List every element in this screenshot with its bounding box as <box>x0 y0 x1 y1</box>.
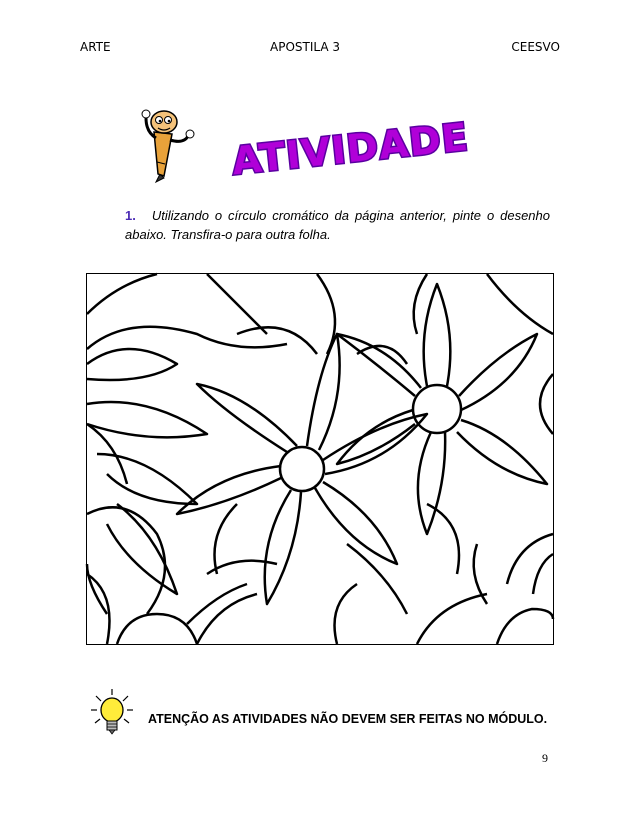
warning-notice: ATENÇÃO AS ATIVIDADES NÃO DEVEM SER FEITAS NO MÓDULO. <box>148 712 548 726</box>
page-number: 9 <box>542 751 548 765</box>
header-right: CEESVO <box>511 40 560 54</box>
page-header <box>80 40 560 56</box>
flower-coloring-drawing <box>86 273 554 645</box>
pencil-mascot-icon <box>132 92 212 182</box>
activity-title-text: ATIVIDADE <box>229 114 471 184</box>
header-left: ARTE <box>80 40 111 54</box>
instruction-text: Utilizando o círculo cromático da página anterior, pinte o desenho abaixo. Transfira-o para outra folha. <box>125 208 550 242</box>
instruction-number: 1. <box>125 208 136 223</box>
header-center: APOSTILA 3 <box>270 40 340 54</box>
instruction-paragraph <box>125 206 550 244</box>
lightbulb-icon <box>90 688 134 738</box>
activity-title <box>229 114 471 184</box>
